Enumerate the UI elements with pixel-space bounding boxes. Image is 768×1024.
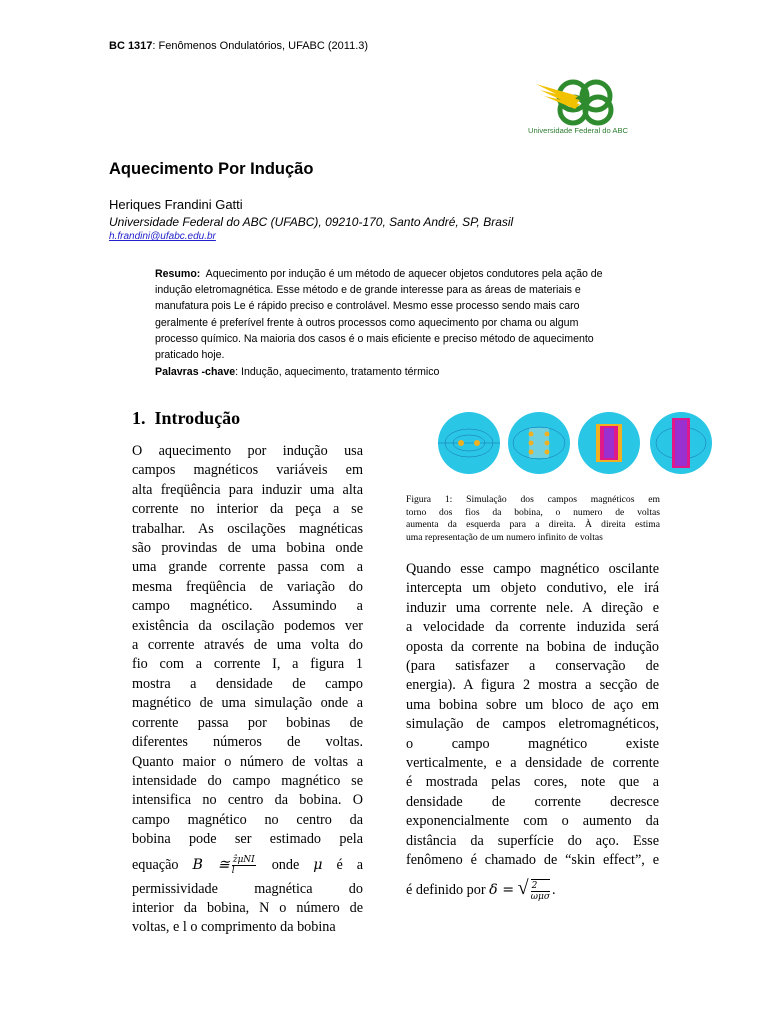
text-line: existência da oscilação podemos ver: [132, 617, 363, 634]
abstract-line: processo químico. Na maioria dos casos é o mais eficiente e preciso método de aquecimento: [155, 332, 594, 345]
text-line: voltas, e l o comprimento da bobina: [132, 919, 336, 936]
figure-1-simulation: [436, 412, 714, 474]
equation-mid: onde: [271, 856, 300, 873]
text-line: induzir uma corrente nele. A direção e: [406, 599, 659, 616]
text-line: Quanto maior o número de voltas a: [132, 753, 363, 770]
text-line: permissividade magnética do: [132, 880, 363, 897]
abstract-line: indução eletromagnética. Esse método e de grande interesse para as áreas de materiais e: [155, 284, 581, 297]
text-line: intercepta um objeto condutivo, ele irá: [406, 580, 659, 597]
author-email-link[interactable]: h.frandini@ufabc.edu.br: [109, 231, 216, 242]
delta-numerator: 2: [531, 881, 550, 892]
keywords: [155, 366, 655, 378]
text-line: oposta da corrente na bobina de indução: [406, 638, 659, 655]
figure-1-caption: [406, 494, 660, 544]
text-line: fio com a corrente I, a figura 1: [132, 656, 363, 673]
ufabc-logo: [528, 66, 628, 148]
simulation-panel-4: [650, 412, 712, 474]
equation-denominator: l: [231, 865, 235, 876]
text-line: corrente passa por bobinas de: [132, 714, 363, 731]
delta-denominator: ωμσ: [530, 891, 550, 902]
caption-line: torno dos fios da bobina, o numero de voltas: [406, 506, 660, 518]
text-line: verticalmente, e a densidade de corrente: [406, 755, 659, 772]
equation-lhs: B ≅: [192, 856, 230, 873]
caption-line: Figura 1: Simulação dos campos magnéticos em: [406, 494, 660, 505]
sqrt-icon: √: [517, 876, 529, 899]
abstract-line: praticado hoje.: [155, 349, 225, 362]
simulation-panel-3: [578, 412, 640, 474]
paper-title: Aquecimento Por Indução: [109, 160, 314, 178]
equation-suffix: .: [551, 881, 556, 898]
right-column-text: [406, 560, 659, 907]
text-line: campo magnético. Assumindo a: [132, 598, 363, 615]
logo-caption: Universidade Federal do ABC: [527, 126, 629, 135]
text-line: alta freqüência para induzir uma alta: [132, 481, 363, 498]
skin-depth-equation-line: [406, 871, 659, 907]
text-line: a corrente através de uma volta do: [132, 637, 363, 654]
text-line: corrente no interior da peça a se: [132, 501, 363, 518]
abstract-line: geralmente é preferível frente à outros processos como aquecimento por chama ou algum: [155, 316, 579, 329]
text-line: campos magnéticos variáveis em: [132, 462, 363, 479]
equation-numerator: ẑμNI: [232, 854, 255, 865]
text-line: uma grande corrente passa com a: [132, 559, 363, 576]
text-line: O aquecimento por indução usa: [132, 443, 363, 459]
left-column-text: [132, 442, 363, 938]
text-line: fenômeno é chamado de “skin effect”, e: [406, 852, 659, 869]
text-line: interior da bobina, N o número de: [132, 899, 363, 916]
keywords-text: : Indução, aquecimento, tratamento térmico: [235, 366, 440, 378]
course-header: [109, 40, 368, 52]
equation-fraction: [232, 855, 256, 876]
text-line: trabalhar. As oscilações magnéticas: [132, 520, 363, 537]
author-affiliation: Universidade Federal do ABC (UFABC), 09210-170, Santo André, SP, Brasil: [109, 215, 514, 229]
mu-symbol: μ: [313, 856, 323, 873]
equation-prefix: é definido por: [406, 881, 486, 898]
simulation-panel-1: [438, 412, 500, 474]
section-heading: 1. Introdução: [132, 408, 241, 428]
text-line: magnético de uma simulação onde a: [132, 695, 363, 712]
author-name: Heriques Frandini Gatti: [109, 197, 243, 212]
text-line: Quando esse campo magnético oscilante: [406, 561, 659, 577]
text-line: intensifica no centro da bobina. O: [132, 792, 363, 809]
text-line: mesma freqüência de variação do: [132, 578, 363, 595]
text-line: campo magnético no centro da: [132, 811, 363, 828]
caption-line: aumenta da esquerda para a direita. À direita estima: [406, 519, 660, 531]
text-line: uma bobina sobre um bloco de aço em: [406, 696, 659, 713]
equation-line: [132, 850, 363, 880]
text-line: é mostrada pelas cores, note que a: [406, 774, 659, 791]
caption-line: uma representação de um numero infinito de voltas: [406, 531, 603, 543]
text-line: (para satisfazer a conservação de: [406, 658, 659, 675]
equation-prefix: equação: [132, 856, 179, 873]
text-line: diferentes números de voltas.: [132, 734, 363, 751]
text-line: exponencialmente com o aumento da: [406, 813, 659, 830]
delta-fraction: [531, 879, 550, 902]
text-line: simulação de campos eletromagnéticos,: [406, 716, 659, 733]
abstract-line: manufatura pois Le é rápido preciso e controlável. Mesmo esse processo sendo mais caro: [155, 300, 580, 313]
abstract: [155, 266, 655, 363]
simulation-panel-2: [508, 412, 570, 474]
keywords-label: Palavras -chave: [155, 366, 236, 378]
course-code: BC 1317: [109, 40, 153, 52]
text-line: o campo magnético existe: [406, 735, 659, 752]
text-line: intensidade do campo magnético se: [132, 772, 363, 789]
text-line: mostra a densidade de campo: [132, 675, 363, 692]
delta-lhs: δ =: [489, 881, 515, 898]
text-line: bobina pode ser estimado pela: [132, 831, 363, 848]
text-line: a velocidade da corrente induzida será: [406, 619, 659, 636]
course-description: : Fenômenos Ondulatórios, UFABC (2011.3): [152, 40, 369, 52]
text-line: energia). A figura 2 mostra a secção de: [406, 677, 659, 694]
text-line: distância da superfície do aço. Esse: [406, 832, 659, 849]
abstract-line: Aquecimento por indução é um método de aquecer objetos condutores pela ação de: [200, 268, 603, 280]
abstract-label: Resumo:: [155, 268, 201, 280]
text-line: densidade de corrente decresce: [406, 793, 659, 810]
equation-suffix: é a: [336, 856, 364, 873]
text-line: são provindas de uma bobina onde: [132, 540, 363, 557]
